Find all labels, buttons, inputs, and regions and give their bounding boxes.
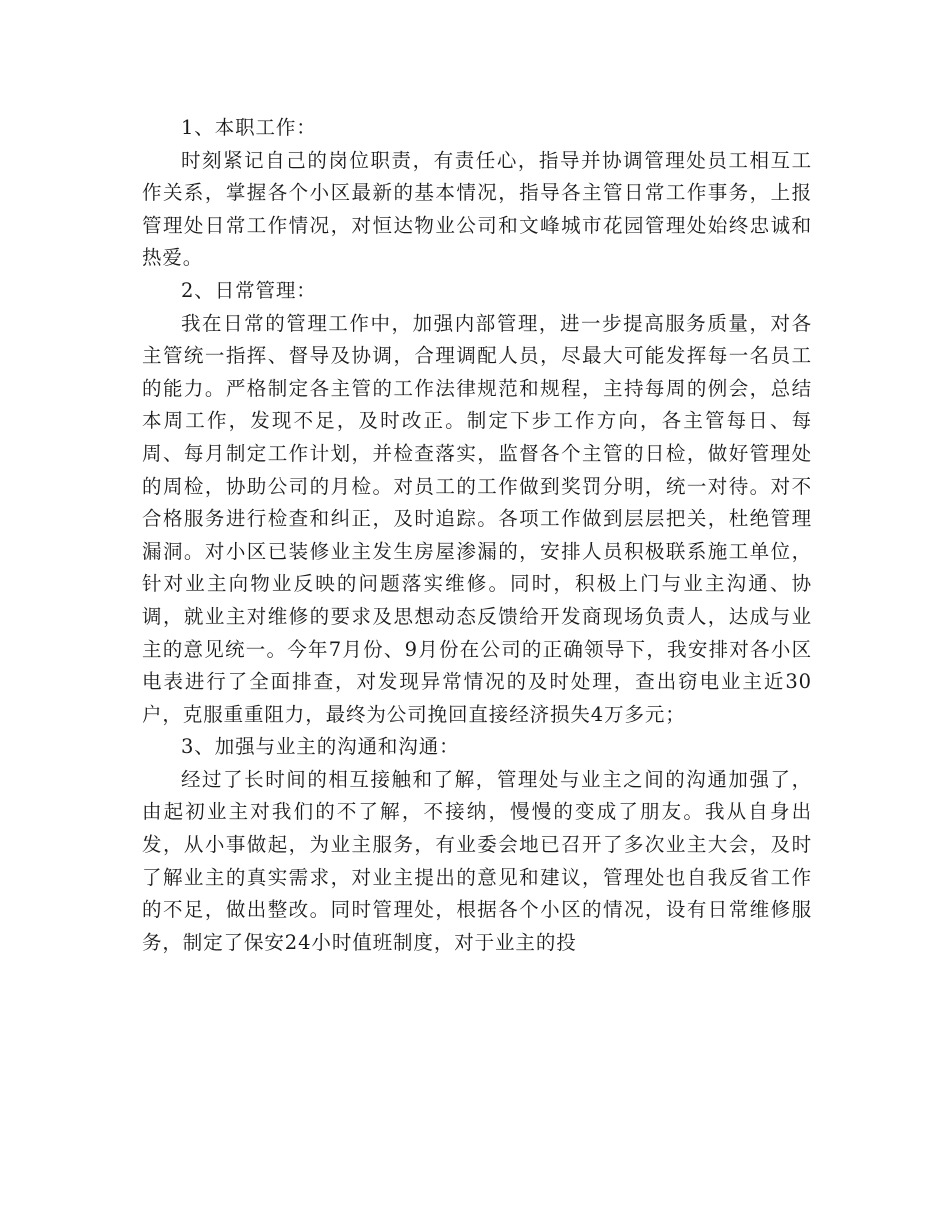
paragraph-owner-communication: 经过了长时间的相互接触和了解，管理处与业主之间的沟通加强了，由起初业主对我们的不了解，不接纳，慢慢的变成了朋友。我从自身出发，从小事做起，为业主服务，有业委会地已召开了多次业主大会，及时了解业主的真实需求，对业主提出的意见和建议，管理处也自我反省工作的不足，做出整改。同时管理处，根据各个小区的情况，设有日常维修服务，制定了保安24小时值班制度，对于业主的投 bbox=[142, 767, 812, 954]
heading-owner-communication: 3、加强与业主的沟通和沟通： bbox=[181, 735, 460, 759]
heading-job-duties: 1、本职工作： bbox=[181, 116, 317, 139]
document-body bbox=[142, 112, 812, 959]
heading-daily-management: 2、日常管理： bbox=[181, 278, 317, 302]
paragraph-daily-management: 我在日常的管理工作中，加强内部管理，进一步提高服务质量，对各主管统一指挥、督导及协调，合理调配人员，尽最大可能发挥每一名员工的能力。严格制定各主管的工作法律规范和规程，主持每周的例会，总结本周工作，发现不足，及时改正。制定下步工作方向，各主管每日、每周、每月制定工作计划，并检查落实，监督各个主管的日检，做好管理处的周检，协助公司的月检。对员工的工作做到奖罚分明，统一对待。对不合格服务进行检查和纠正，及时追踪。各项工作做到层层把关，杜绝管理漏洞。对小区已装修业主发生房屋渗漏的，安排人员积极联系施工单位，针对业主向物业反映的问题落实维修。同时，积极上门与业主沟通、协调，就业主对维修的要求及思想动态反馈给开发商现场负责人，达成与业主的意见统一。今年7月份、9月份在公司的正确领导下，我安排对各小区电表进行了全面排查，对发现异常情况的及时处理，查出窃电业主近30户，克服重重阻力，最终为公司挽回直接经济损失4万多元； bbox=[142, 311, 812, 726]
paragraph-job-duties: 时刻紧记自己的岗位职责，有责任心，指导并协调管理处员工相互工作关系，掌握各个小区最新的基本情况，指导各主管日常工作事务，上报管理处日常工作情况，对恒达物业公司和文峰城市花园管理处始终忠诚和热爱。 bbox=[142, 148, 812, 270]
